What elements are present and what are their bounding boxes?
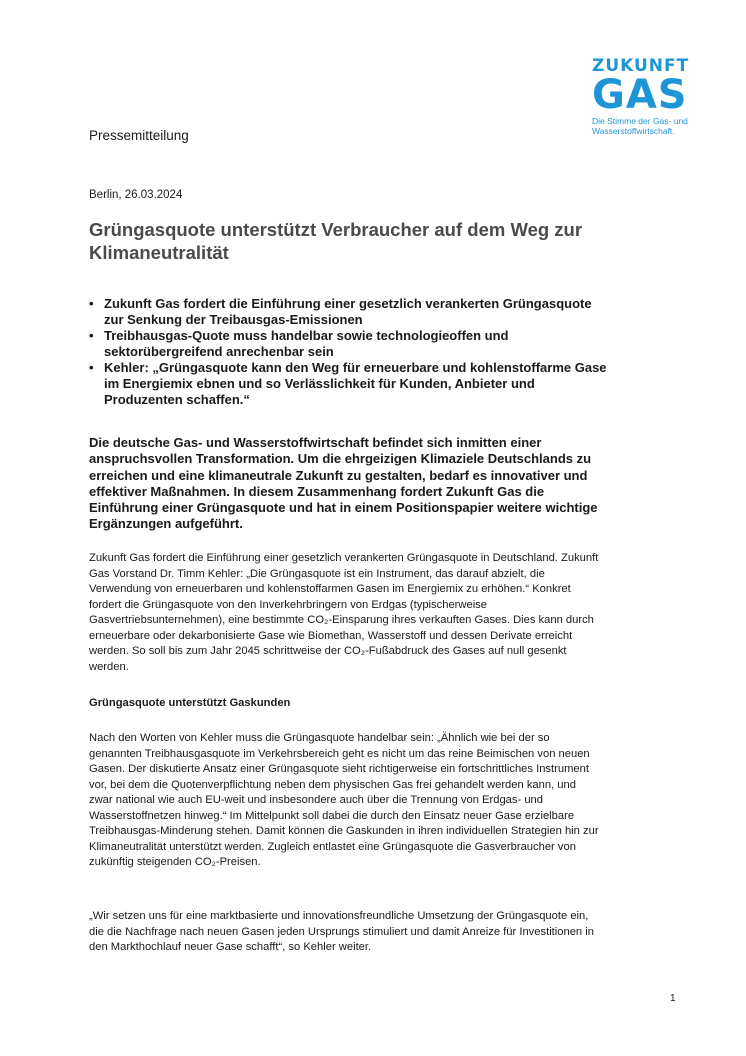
- zukunft-gas-logo: [592, 56, 702, 136]
- lead-paragraph: Die deutsche Gas- und Wasserstoffwirtschaft befindet sich inmitten einer anspruchsvollen Transformation. Um die ehrgeizigen Klimaziele Deutschlands zu erreichen und eine klimaneutrale Zukunft zu gestalten, bedarf es innovativer und effektiver Maßnahmen. In diesem Zusammenhang fordert Zukunft Gas die Einführung einer Grüngasquote und hat in einem Positionspapier weitere wichtige Ergänzungen aufgeführt.: [89, 435, 598, 532]
- section-subheading: Grüngasquote unterstützt Gaskunden: [89, 697, 291, 709]
- body-paragraph: Nach den Worten von Kehler muss die Grüngasquote handelbar sein: „Ähnlich wie bei der so genannten Treibhausgasquote im Verkehrsbereich geht es nicht um das reine Beimischen von neuen Gasen. Der diskutierte Ansatz einer Grüngasquote sieht richtigerweise ein fortschrittliches Instrument vor, bei dem die Quotenverpflichtung neben dem physischen Gas frei gehandelt werden kann, und zwar national wie auch EU-weit und insbesondere auch über die Trennung von Erdgas- und Wasserstoffnetzen hinweg.“ Im Mittelpunkt soll dabei die durch den Einsatz neuer Gase erzielbare Treibhausgas-Minderung stehen. Damit können die Gaskunden in ihren individuellen Strategien hin zur Klimaneutralität unterstützt werden. Zugleich entlastet eine Grüngasquote die Gasverbraucher von zukünftig steigenden CO₂-Preisen.: [89, 732, 599, 868]
- page-number: 1: [670, 993, 676, 1004]
- document-type-label: Pressemitteilung: [89, 128, 189, 143]
- page-title: Grüngasquote unterstützt Verbraucher auf dem Weg zur Klimaneutralität: [89, 219, 583, 263]
- logo-wordmark-main: GAS: [592, 72, 688, 118]
- key-point: • Zukunft Gas fordert die Einführung einer gesetzlich verankerten Grüngasquote zur Senkung der Treibausgas-Emissionen: [89, 296, 609, 328]
- logo-wordmark-top: ZUKUNFT: [592, 56, 690, 76]
- logo-tagline: Die Stimme der Gas- und Wasserstoffwirtschaft.: [592, 116, 688, 136]
- body-paragraph: Zukunft Gas fordert die Einführung einer gesetzlich verankerten Grüngasquote in Deutschland. Zukunft Gas Vorstand Dr. Timm Kehler: „Die Grüngasquote ist ein Instrument, das darauf abzielt, die Verwendung von erneuerbaren und kohlenstoffarmen Gasen im Energiemix zu erhöhen.“ Konkret fordert die Grüngasquote von den Inverkehrbringern von Erdgas (typischerweise Gasvertriebsunternehmen), eine bestimmte CO₂-Einsparung ihres verkauften Gases. Dies kann durch erneuerbare oder dekarbonisierte Gase wie Biomethan, Wasserstoff und dessen Derivate erreicht werden. So soll bis zum Jahr 2045 schrittweise der CO₂-Fußabdruck des Gases auf null gesenkt werden.: [89, 552, 599, 673]
- key-point: • Treibhausgas-Quote muss handelbar sowie technologieoffen und sektorübergreifend anrechenbar sein: [89, 328, 609, 360]
- press-release-date: Berlin, 26.03.2024: [89, 189, 183, 201]
- key-points-list: [89, 296, 609, 408]
- key-point: • Kehler: „Grüngasquote kann den Weg für erneuerbare und kohlenstoffarme Gase im Energiemix ebnen und so Verlässlichkeit für Kunden, Anbieter und Produzenten schaffen.“: [89, 360, 609, 408]
- body-paragraph: „Wir setzen uns für eine marktbasierte und innovationsfreundliche Umsetzung der Grüngasquote ein, die die Nachfrage nach neuen Gasen jeden Ursprungs stimuliert und damit Anreize für Investitionen in den Markthochlauf neuer Gase schafft“, so Kehler weiter.: [89, 910, 594, 953]
